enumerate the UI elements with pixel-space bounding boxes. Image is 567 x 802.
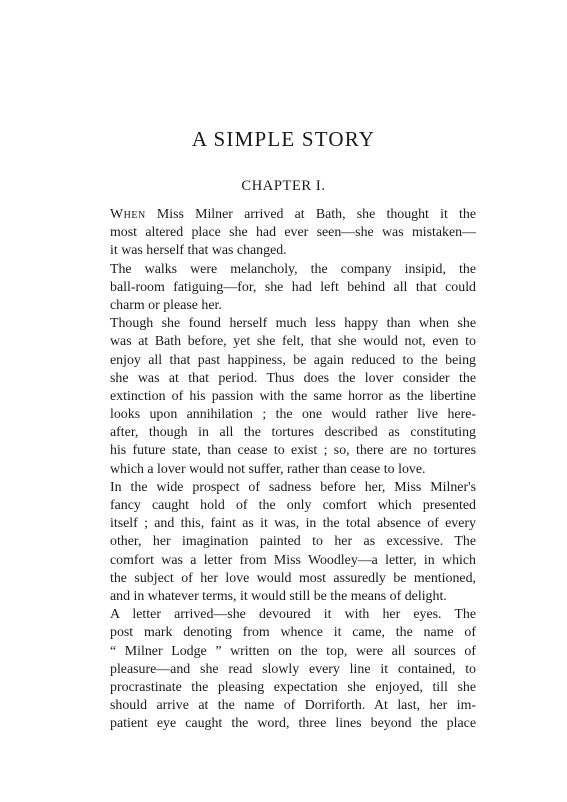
text-line: after, though in all the tortures described as constituting bbox=[110, 425, 476, 441]
text-line: charm or please her. bbox=[110, 297, 222, 313]
text-line: his future state, than cease to exist ; so, there are no tortures bbox=[110, 443, 476, 459]
text-line: was at Bath before, yet she felt, that she would not, even to bbox=[110, 334, 476, 350]
text-line: other, her imagination painted to her as excessive. The bbox=[110, 534, 476, 550]
opening-word: When bbox=[110, 207, 146, 222]
text-line: A letter arrived—she devoured it with her eyes. The bbox=[110, 607, 476, 623]
text-line: comfort was a letter from Miss Woodley—a letter, in which bbox=[110, 552, 476, 568]
text-line: ball-room fatiguing—for, she had left behind all that could bbox=[110, 279, 476, 295]
text-line: fancy caught hold of the only comfort which presented bbox=[110, 498, 476, 513]
text-line: procrastinate the pleasing expectation she enjoyed, till she bbox=[110, 679, 476, 695]
text-line: The walks were melancholy, the company insipid, the bbox=[110, 261, 476, 277]
text-line: she was at that period. Thus does the lover consider the bbox=[110, 370, 476, 386]
text-line: most altered place she had ever seen—she was mistaken— bbox=[110, 225, 476, 241]
text-line: post mark denoting from whence it came, the name of bbox=[110, 625, 476, 641]
chapter-body bbox=[110, 206, 476, 733]
text-line: itself ; and this, faint as it was, in the total absence of every bbox=[110, 516, 476, 532]
text-line: should arrive at the name of Dorriforth. At last, her im- bbox=[110, 698, 476, 714]
text-line: and in whatever terms, it would still be the means of delight. bbox=[110, 588, 447, 604]
text-line: the subject of her love would most assuredly be mentioned, bbox=[110, 570, 476, 586]
text-line: pleasure—and she read slowly every line it contained, to bbox=[110, 661, 476, 677]
text-line: extinction of his passion with the same horror as the libertine bbox=[110, 388, 476, 404]
text-line bbox=[110, 206, 476, 224]
text-line: which a lover would not suffer, rather than cease to love. bbox=[110, 461, 426, 477]
text-line: it was herself that was changed. bbox=[110, 243, 287, 259]
line-text: Miss Milner arrived at Bath, she thought it the bbox=[145, 207, 476, 222]
text-line: In the wide prospect of sadness before her, Miss Milner's bbox=[110, 479, 476, 495]
text-line: looks upon annihilation ; the one would rather live here- bbox=[110, 407, 476, 423]
text-line: “ Milner Lodge ” written on the top, were all sources of bbox=[110, 643, 476, 659]
text-line: patient eye caught the word, three lines beyond the place bbox=[110, 716, 476, 732]
book-title: A SIMPLE STORY bbox=[191, 127, 376, 151]
text-line: enjoy all that past happiness, be again reduced to the being bbox=[110, 352, 476, 368]
text-line: Though she found herself much less happy than when she bbox=[110, 316, 476, 332]
chapter-heading: CHAPTER I. bbox=[241, 178, 326, 194]
